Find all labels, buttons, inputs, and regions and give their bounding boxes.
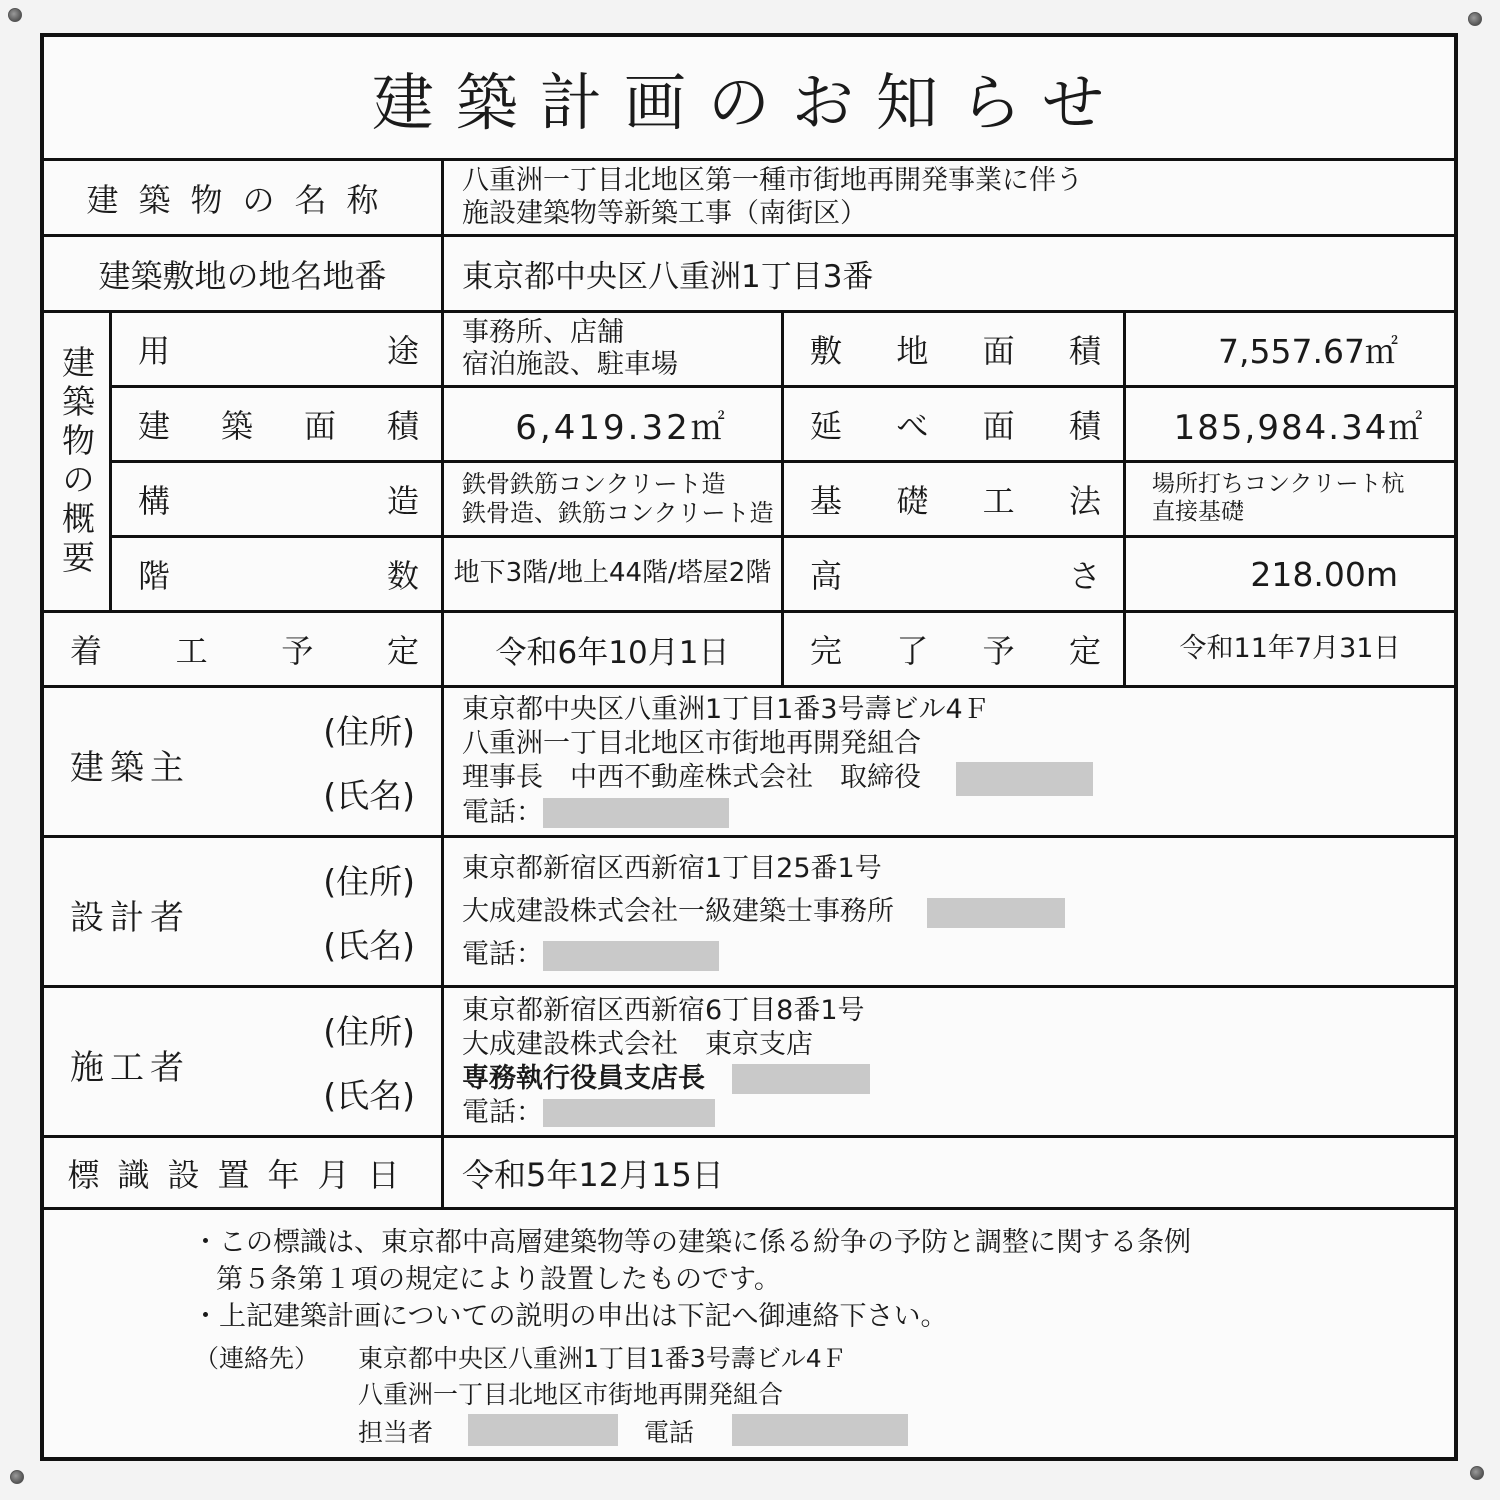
end-char: 完 (810, 632, 843, 670)
contractor-line3 (462, 1062, 870, 1096)
redacted-block (543, 941, 719, 971)
redacted-block (927, 898, 1065, 928)
contractor-line1: 東京都新宿区西新宿6丁目8番1号 (462, 994, 865, 1026)
owner-line3 (462, 761, 1093, 796)
foundation-char: 基 (810, 482, 843, 520)
site-area-char: 積 (1068, 332, 1101, 370)
floors-value: 地下3階/地上44階/塔屋2階 (444, 538, 784, 613)
designer-line1: 東京都新宿区西新宿1丁目25番1号 (462, 853, 882, 884)
contractor-value (444, 988, 1454, 1138)
structure-label (112, 463, 444, 538)
owner-line3-text: 理事長 中西不動産株式会社 取締役 (462, 762, 921, 794)
contractor-name-label: (氏名) (323, 1076, 415, 1115)
start-char: 定 (386, 632, 419, 670)
contractor-line2: 大成建設株式会社 東京支店 (462, 1028, 813, 1060)
floor-area-char: 延 (810, 407, 843, 445)
foundation-line2: 直接基礎 (1152, 499, 1244, 525)
structure-label-a: 構 (138, 482, 171, 520)
start-char: 着 (70, 632, 103, 670)
site-label (44, 237, 444, 313)
screw (1468, 12, 1482, 26)
foundation-char: 工 (982, 482, 1015, 520)
height-label (784, 538, 1126, 613)
contact-line1: 東京都中央区八重洲1丁目1番3号壽ビル4Ｆ (358, 1344, 847, 1373)
site-value: 東京都中央区八重洲1丁目3番 (444, 237, 1454, 313)
redacted-block (732, 1064, 870, 1094)
floor-area-char: べ (896, 407, 929, 445)
owner-line2: 八重洲一丁目北地区市街地再開発組合 (462, 728, 921, 760)
redacted-block (956, 762, 1093, 796)
designer-line2 (462, 890, 1065, 933)
site-area-char: 面 (982, 332, 1015, 370)
structure-value (444, 463, 784, 538)
redacted-block (543, 798, 729, 828)
note-2: ・上記建築計画についての説明の申出は下記へ御連絡下さい。 (192, 1301, 948, 1332)
contractor-label-cell (44, 988, 444, 1138)
floors-label-a: 階 (138, 557, 171, 595)
foundation-value (1126, 463, 1454, 538)
contractor-addr-label: (住所) (323, 1012, 415, 1051)
contractor-line3-text: 専務執行役員支店長 (462, 1062, 705, 1094)
name-label (44, 161, 444, 237)
end-value: 令和11年7月31日 (1126, 613, 1454, 688)
building-area-char: 面 (303, 407, 336, 445)
designer-label-cell (44, 838, 444, 988)
owner-line1: 東京都中央区八重洲1丁目1番3号壽ビル4Ｆ (462, 694, 990, 726)
screw (10, 1470, 24, 1484)
name-line1: 八重洲一丁目北地区第一種市街地再開発事業に伴う (462, 165, 1083, 197)
redacted-block (468, 1414, 618, 1446)
screw (8, 8, 22, 22)
start-label (44, 613, 444, 688)
foundation-char: 礎 (896, 482, 929, 520)
note-1b: 第５条第１項の規定により設置したものです。 (216, 1264, 781, 1295)
structure-line1: 鉄骨鉄筋コンクリート造 (462, 470, 726, 499)
floors-label (112, 538, 444, 613)
contractor-tel-label: 電話： (462, 1096, 543, 1128)
end-label (784, 613, 1126, 688)
use-line1: 事務所、店舗 (462, 316, 624, 348)
screw (1470, 1466, 1484, 1480)
contact-person-label: 担当者 (358, 1418, 434, 1447)
end-char: 予 (982, 632, 1015, 670)
height-label-a: 高 (810, 557, 843, 595)
redacted-block (732, 1414, 908, 1446)
start-char: 工 (175, 632, 208, 670)
foundation-char: 法 (1068, 482, 1101, 520)
name-label-text: 建築物の名称 (86, 180, 399, 219)
use-line2: 宿泊施設、駐車場 (462, 349, 678, 380)
designer-value (444, 838, 1454, 988)
contact-label: （連絡先） (194, 1344, 320, 1373)
height-label-b: さ (1068, 557, 1101, 595)
use-label (112, 313, 444, 388)
structure-line2: 鉄骨造、鉄筋コンクリート造 (462, 499, 774, 527)
posted-label (44, 1138, 444, 1210)
building-area-char: 建 (138, 407, 171, 445)
floors-label-b: 数 (386, 557, 419, 595)
use-label-b: 途 (386, 332, 419, 370)
owner-value (444, 688, 1454, 838)
use-value (444, 313, 784, 388)
designer-tel (462, 933, 719, 976)
owner-addr-label: (住所) (323, 712, 415, 751)
building-area-char: 積 (386, 407, 419, 445)
owner-tel (462, 796, 729, 830)
end-char: 了 (896, 632, 929, 670)
floor-area-label (784, 388, 1126, 463)
designer-label: 設計者 (70, 898, 190, 938)
site-area-char: 敷 (810, 332, 843, 370)
designer-line2-text: 大成建設株式会社一級建築士事務所 (462, 896, 894, 927)
foundation-label (784, 463, 1126, 538)
name-value (444, 161, 1454, 237)
floor-area-char: 面 (982, 407, 1015, 445)
name-line2: 施設建築物等新築工事（南街区） (462, 197, 867, 229)
foundation-line1: 場所打ちコンクリート杭 (1152, 471, 1405, 498)
posted-label-text: 標識設置年月日 (67, 1155, 418, 1194)
contact-line2: 八重洲一丁目北地区市街地再開発組合 (358, 1380, 784, 1409)
end-char: 定 (1068, 632, 1101, 670)
building-area-label (112, 388, 444, 463)
contractor-tel (462, 1096, 715, 1130)
floor-area-char: 積 (1068, 407, 1101, 445)
redacted-block (543, 1099, 715, 1127)
height-value: 218.00m (1126, 538, 1454, 613)
site-area-char: 地 (896, 332, 929, 370)
owner-tel-label: 電話： (462, 796, 543, 828)
designer-tel-label: 電話： (462, 939, 543, 970)
building-area-char: 築 (220, 407, 253, 445)
owner-name-label: (氏名) (323, 776, 415, 815)
start-value: 令和6年10月1日 (444, 613, 784, 688)
overview-group-label: 建築物の概要 (44, 313, 112, 613)
use-label-a: 用 (138, 332, 171, 370)
floor-area-value: 185,984.34㎡ (1126, 388, 1454, 463)
site-area-label (784, 313, 1126, 388)
building-area-value: 6,419.32㎡ (444, 388, 784, 463)
owner-label-cell (44, 688, 444, 838)
contractor-label: 施工者 (70, 1048, 190, 1088)
designer-name-label: (氏名) (323, 926, 415, 965)
structure-label-b: 造 (386, 482, 419, 520)
notice-title: 建築計画のお知らせ (44, 37, 1454, 161)
note-1a: ・この標識は、東京都中高層建築物等の建築に係る紛争の予防と調整に関する条例 (192, 1227, 1191, 1258)
notice-board (40, 33, 1458, 1461)
designer-addr-label: (住所) (323, 862, 415, 901)
start-char: 予 (281, 632, 314, 670)
owner-label: 建築主 (70, 748, 190, 788)
contact-tel-label: 電話 (644, 1418, 695, 1447)
site-area-value: 7,557.67㎡ (1126, 313, 1454, 388)
site-label-text: 建築敷地の地名地番 (98, 256, 387, 295)
notes-section (44, 1210, 1454, 1457)
posted-value: 令和5年12月15日 (444, 1138, 1454, 1210)
